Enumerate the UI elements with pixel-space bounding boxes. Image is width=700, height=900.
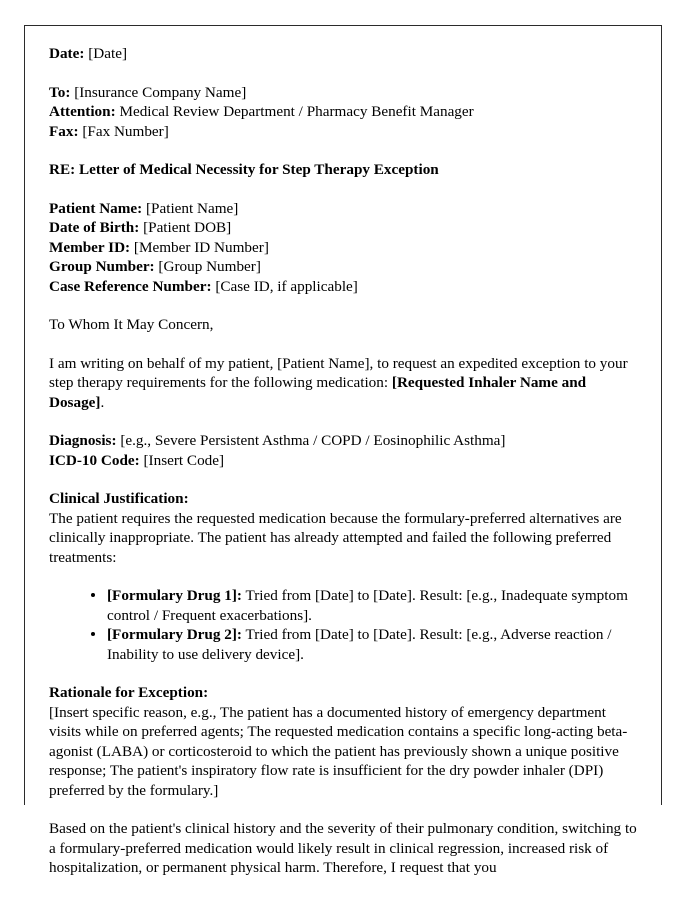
patient-dob-label: Date of Birth: [49, 219, 140, 236]
patient-name-value: [Patient Name] [146, 199, 239, 217]
date-value: [Date] [88, 45, 128, 62]
document-body [25, 26, 661, 878]
diagnosis-line [49, 431, 639, 451]
attention-label: Attention: [49, 103, 116, 120]
failed-treatment-detail: Tried from [Date] to [Date]. Result: [e.g., Inadequate symptom control / Frequent exacerbations]. [107, 587, 628, 624]
rationale-body: [Insert specific reason, e.g., The patient has a documented history of emergency department visits while on preferred agents; The requested medication contains a specific long-acting beta-agonist (LABA) or corticosteroid to which the patient has previously shown a unique positive response; The patient's inspiratory flow rate is insufficient for the dry powder inhaler (DPI) preferred by the formulary.] [49, 703, 628, 799]
opening-paragraph [49, 354, 639, 413]
failed-treatment-detail: Tried from [Date] to [Date]. Result: [e.g., Adverse reaction / Inability to use delivery device]. [107, 626, 612, 663]
failed-treatment-drug: [Formulary Drug 2]: [107, 626, 242, 643]
case-reference-value: [Case ID, if applicable] [215, 277, 358, 295]
opening-text-after: . [100, 393, 105, 411]
spacer [49, 64, 639, 83]
spacer [49, 567, 639, 586]
bullet-icon [91, 632, 95, 636]
patient-member-id-line [49, 238, 639, 258]
patient-name-label: Patient Name: [49, 199, 143, 217]
diagnosis-value: [e.g., Severe Persistent Asthma / COPD / Eosinophilic Asthma] [120, 432, 506, 449]
spacer [49, 296, 639, 315]
patient-group-number-line [49, 257, 639, 277]
spacer [49, 335, 639, 354]
spacer [49, 412, 639, 431]
spacer [49, 141, 639, 160]
fax-value: [Fax Number] [82, 122, 169, 140]
member-id-label: Member ID: [49, 238, 131, 256]
to-value: [Insurance Company Name] [74, 83, 247, 101]
opening-text-before: I am writing on behalf of my patient, [Patient Name], to request an expedited exception to your step therapy requirements for the following medication: [49, 354, 628, 391]
spacer [49, 800, 639, 819]
spacer [49, 664, 639, 683]
spacer [49, 180, 639, 199]
to-label: To: [49, 83, 71, 101]
patient-name-line [49, 199, 639, 219]
fax-label: Fax: [49, 122, 79, 140]
case-reference-label: Case Reference Number: [49, 277, 212, 295]
spacer [49, 470, 639, 489]
list-item [91, 625, 639, 664]
group-number-label: Group Number: [49, 258, 155, 275]
diagnosis-label: Diagnosis: [49, 432, 117, 449]
member-id-value: [Member ID Number] [133, 238, 269, 256]
patient-dob-line [49, 218, 639, 238]
icd-code-label: ICD-10 Code: [49, 451, 140, 469]
failed-treatment-drug: [Formulary Drug 1]: [107, 587, 242, 604]
failed-treatments-list [49, 586, 639, 664]
patient-dob-value: [Patient DOB] [143, 219, 232, 236]
document-page [24, 25, 662, 876]
clinical-justification-body: The patient requires the requested medication because the formulary-preferred alternatives are clinically inappropriate. The patient has already attempted and failed the following preferred treatments: [49, 509, 622, 566]
icd-code-line [49, 451, 639, 471]
attention-value: Medical Review Department / Pharmacy Benefit Manager [119, 103, 474, 120]
date-label: Date: [49, 45, 85, 62]
rationale-heading: Rationale for Exception: [49, 684, 209, 701]
salutation: To Whom It May Concern, [49, 316, 214, 333]
closing-paragraph: Based on the patient's clinical history and the severity of their pulmonary condition, switching to a formulary-preferred medication would likely result in clinical regression, increased risk of hospitalization, or permanent physical harm. Therefore, I request that you [49, 820, 637, 876]
recipient-to-line [49, 83, 639, 103]
requested-medication-emphasis: [Requested Inhaler Name and Dosage] [49, 374, 587, 411]
bullet-icon [91, 593, 95, 597]
subject-line: RE: Letter of Medical Necessity for Step Therapy Exception [49, 161, 439, 178]
recipient-attention-line [49, 102, 639, 122]
clinical-justification-heading: Clinical Justification: [49, 490, 189, 507]
list-item [91, 586, 639, 625]
group-number-value: [Group Number] [158, 258, 261, 275]
recipient-fax-line [49, 122, 639, 142]
icd-code-value: [Insert Code] [143, 451, 225, 469]
date-line [49, 44, 639, 64]
patient-case-reference-line [49, 277, 639, 297]
